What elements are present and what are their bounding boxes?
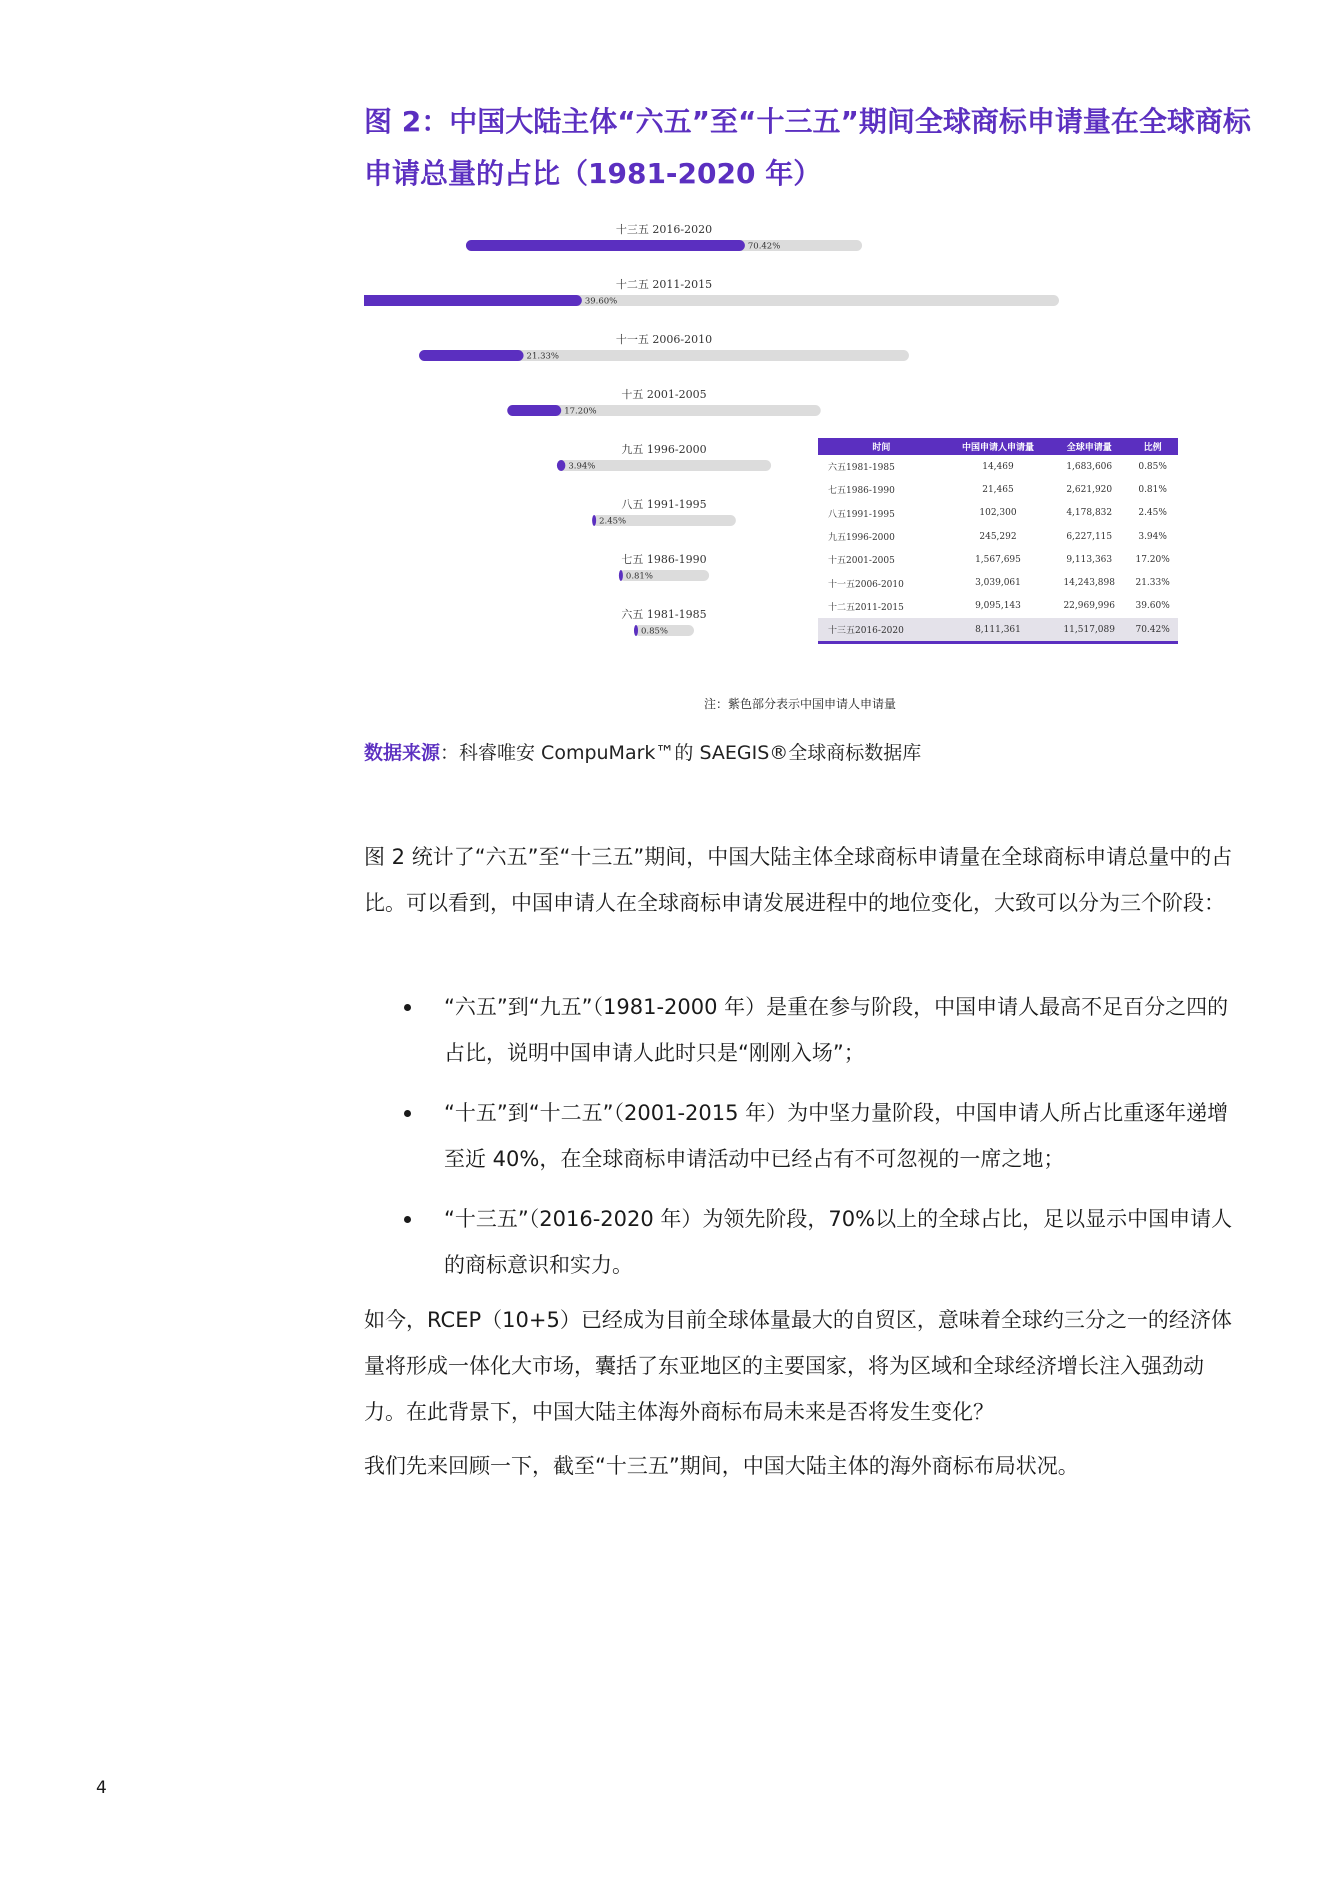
table-cell: 4,178,832 — [1066, 508, 1113, 519]
intro-paragraph: 图 2 统计了“六五”至“十三五”期间，中国大陆主体全球商标申请量在全球商标申请总量中的占比。可以看到，中国申请人在全球商标申请发展进程中的地位变化，大致可以分为三个阶段： — [364, 845, 1233, 915]
table-cell: 21,465 — [982, 484, 1014, 495]
list-item-text: “十五”到“十二五”（2001-2015 年）为中坚力量阶段，中国申请人所占比重逐年递增至近 40%，在全球商标申请活动中已经占有不可忽视的一席之地； — [444, 1101, 1229, 1171]
category-label: 十三五 2016-2020 — [615, 223, 713, 236]
table-cell: 2,621,920 — [1066, 484, 1113, 495]
table-row — [818, 502, 1178, 525]
table-cell: 十五2001-2005 — [828, 556, 895, 567]
category-label: 八五 1991-1995 — [621, 498, 707, 511]
list-item-text: “六五”到“九五”（1981-2000 年）是重在参与阶段，中国申请人最高不足百分之四的占比，说明中国申请人此时只是“刚刚入场”； — [444, 995, 1229, 1065]
share-value-label: 0.81% — [625, 571, 653, 582]
category-label: 七五 1986-1990 — [621, 553, 707, 566]
table-header-cell: 全球申请量 — [1051, 438, 1127, 455]
category-label: 九五 1996-2000 — [621, 443, 707, 456]
funnel-chart — [364, 210, 1244, 730]
chart-note: 注：紫色部分表示中国申请人申请量 — [704, 697, 897, 711]
china-share-bar — [557, 460, 565, 471]
table-cell: 14,469 — [982, 461, 1014, 472]
table-cell: 102,300 — [979, 508, 1017, 519]
bullet-icon — [404, 1004, 411, 1011]
data-table — [818, 438, 1178, 644]
category-label: 十二五 2011-2015 — [615, 278, 713, 291]
table-cell: 8,111,361 — [945, 618, 1051, 643]
share-value-label: 3.94% — [568, 461, 596, 472]
table-cell: 9,095,143 — [975, 601, 1021, 612]
table-cell: 22,969,996 — [1063, 601, 1115, 612]
share-value-label: 39.60% — [584, 296, 618, 307]
table-row — [818, 618, 1178, 643]
source-text: ：科睿唯安 CompuMark™的 SAEGIS®全球商标数据库 — [440, 742, 922, 764]
china-share-bar — [619, 570, 623, 581]
figure-title: 图 2：中国大陆主体“六五”至“十三五”期间全球商标申请量在全球商标申请总量的占比（1981-2020 年） — [364, 105, 1251, 190]
table-cell: 3.94% — [1138, 531, 1167, 542]
page-number: 4 — [96, 1778, 107, 1798]
share-value-label: 0.85% — [641, 626, 669, 637]
list-item — [364, 1196, 1244, 1288]
data-source — [364, 738, 921, 765]
table-cell: 十三五2016-2020 — [818, 618, 945, 643]
table-cell: 0.85% — [1138, 461, 1167, 472]
table-cell: 21.33% — [1135, 578, 1170, 589]
table-cell: 11,517,089 — [1051, 618, 1127, 643]
stage-list — [364, 984, 1244, 1302]
table-cell: 九五1996-2000 — [828, 533, 895, 544]
source-label: 数据来源 — [364, 742, 441, 764]
china-share-bar — [507, 405, 561, 416]
category-label: 十一五 2006-2010 — [615, 333, 713, 346]
china-share-bar — [364, 295, 582, 306]
table-row — [818, 571, 1178, 594]
table-cell: 17.20% — [1135, 554, 1170, 565]
table-cell: 八五1991-1995 — [828, 509, 895, 520]
table-header-cell: 中国申请人申请量 — [945, 438, 1051, 455]
bullet-icon — [404, 1110, 411, 1117]
china-share-bar — [466, 240, 745, 251]
list-item-text: “十三五”（2016-2020 年）为领先阶段，70%以上的全球占比，足以显示中国申请人的商标意识和实力。 — [444, 1207, 1233, 1277]
table-row — [818, 525, 1178, 548]
table-cell: 1,683,606 — [1066, 461, 1113, 472]
table-row — [818, 455, 1178, 478]
table-cell: 3,039,061 — [975, 578, 1021, 589]
table-cell: 0.81% — [1138, 484, 1167, 495]
table-cell: 七五1986-1990 — [828, 486, 895, 497]
table-cell: 十二五2011-2015 — [828, 602, 904, 613]
bullet-icon — [404, 1216, 411, 1223]
rcep-paragraph: 如今，RCEP（10+5）已经成为目前全球体量最大的自贸区，意味着全球约三分之一的经济体量将形成一体化大市场，囊括了东亚地区的主要国家，将为区域和全球经济增长注入强劲动力。在此背景下，中国大陆主体海外商标布局未来是否将发生变化？ — [364, 1308, 1232, 1424]
table-header-cell: 比例 — [1127, 438, 1178, 455]
table-cell: 9,113,363 — [1066, 554, 1113, 565]
china-share-bar — [634, 625, 638, 636]
table-header-cell: 时间 — [818, 438, 945, 455]
china-share-bar — [592, 515, 596, 526]
category-label: 六五 1981-1985 — [621, 608, 707, 621]
table-cell: 39.60% — [1135, 601, 1170, 612]
share-value-label: 2.45% — [599, 516, 627, 527]
table-row — [818, 595, 1178, 618]
table-cell: 六五1981-1985 — [828, 463, 895, 474]
table-row — [818, 478, 1178, 501]
category-label: 十五 2001-2005 — [621, 388, 707, 401]
share-value-label: 70.42% — [747, 241, 781, 252]
table-cell: 245,292 — [979, 531, 1017, 542]
table-cell: 6,227,115 — [1066, 531, 1113, 542]
table-cell: 1,567,695 — [975, 554, 1021, 565]
table-cell: 70.42% — [1127, 618, 1178, 643]
table-row — [818, 548, 1178, 571]
share-value-label: 17.20% — [564, 406, 597, 417]
list-item — [364, 1090, 1244, 1182]
table-cell: 14,243,898 — [1063, 578, 1115, 589]
list-item — [364, 984, 1244, 1076]
china-share-bar — [419, 350, 523, 361]
share-value-label: 21.33% — [526, 351, 559, 362]
table-cell: 2.45% — [1138, 508, 1167, 519]
closing-paragraph: 我们先来回顾一下，截至“十三五”期间，中国大陆主体的海外商标布局状况。 — [364, 1454, 1079, 1478]
table-cell: 十一五2006-2010 — [828, 579, 904, 590]
